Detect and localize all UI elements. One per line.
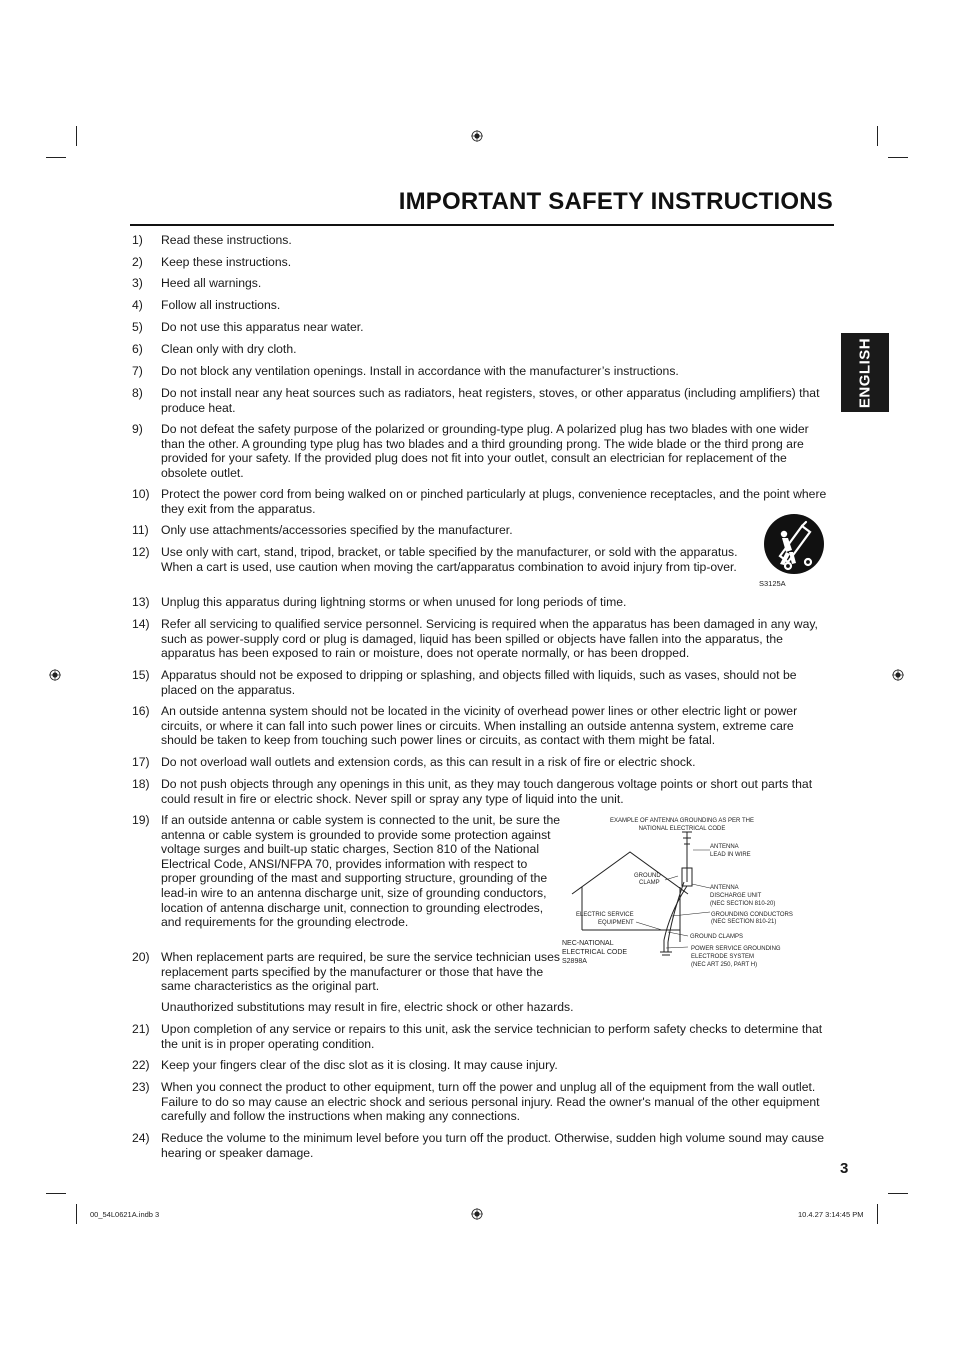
- item-number: 2): [132, 255, 143, 269]
- item-text: Only use attachments/accessories specified by the manufacturer.: [161, 523, 513, 537]
- item-text: Do not push objects through any openings in this unit, as they may touch dangerous voltage points or short out parts that could result in fire or electric shock. Never spill or spray any type of liquid into the unit.: [161, 777, 813, 806]
- item-number: 8): [132, 386, 143, 400]
- crop-mark: [46, 1193, 66, 1194]
- crop-mark: [888, 1193, 908, 1194]
- diagram-label-antenna-lead-2: LEAD IN WIRE: [710, 852, 751, 858]
- item-text: When you connect the product to other equipment, turn off the power and unplug all of the equipment from the wall outlet. Failure to do so may cause an electric shock and serious personal injury. Read the owner's manual of the other equipment carefully and follow the instructions when making any connections.: [161, 1080, 820, 1124]
- crop-mark: [46, 157, 66, 158]
- item-text: Do not block any ventilation openings. Install in accordance with the manufacturer’s instructions.: [161, 364, 679, 378]
- crop-mark: [877, 1204, 878, 1224]
- item-number: 11): [132, 523, 149, 537]
- diagram-label-ground-clamps: GROUND CLAMPS: [690, 934, 744, 940]
- diagram-label-antenna-lead-1: ANTENNA: [710, 844, 739, 850]
- item-text: An outside antenna system should not be located in the vicinity of overhead power lines or other electric light or power circuits, or where it can fall into such power lines or circuits. When installing an outside antenna system, extreme care should be taken to keep from touching such power lines or circuits, as contact with them might be fatal.: [161, 704, 798, 748]
- item-text: Upon completion of any service or repairs to this unit, ask the service technician to perform safety checks to determine that the unit is in proper operating condition.: [161, 1022, 823, 1051]
- item-number: 19): [132, 813, 150, 827]
- page-number: 3: [840, 1160, 849, 1177]
- crop-mark: [76, 1204, 77, 1224]
- language-tab: [841, 333, 889, 412]
- title-rule: [130, 224, 834, 226]
- page-title: IMPORTANT SAFETY INSTRUCTIONS: [398, 188, 833, 215]
- diagram-label-electric-service-1: ELECTRIC SERVICE: [576, 912, 634, 918]
- crop-mark: [877, 126, 878, 146]
- item-text: Clean only with dry cloth.: [161, 342, 297, 356]
- item-text: Do not overload wall outlets and extension cords, as this can result in a risk of fire or electric shock.: [161, 755, 696, 769]
- diagram-label-conductors-2: (NEC SECTION 810-21): [711, 919, 777, 925]
- item-text: Follow all instructions.: [161, 298, 281, 312]
- diagram-label-discharge-3: (NEC SECTION 810-20): [710, 901, 776, 907]
- item-number: 6): [132, 342, 143, 356]
- item-text: Do not use this apparatus near water.: [161, 320, 364, 334]
- diagram-label-nec-1: NEC-NATIONAL: [562, 940, 614, 947]
- item-number: 22): [132, 1058, 150, 1072]
- item-number: 5): [132, 320, 143, 334]
- item-text: Unplug this apparatus during lightning storms or when unused for long periods of time.: [161, 595, 627, 609]
- item-text: Apparatus should not be exposed to dripping or splashing, and objects filled with liquids, such as vases, should not be placed on the apparatus.: [161, 668, 797, 697]
- grounding-diagram: [560, 812, 810, 972]
- crop-mark: [76, 126, 77, 146]
- item-text: Do not install near any heat sources such as radiators, heat registers, stoves, or other apparatus (including amplifiers) that produce heat.: [161, 386, 820, 415]
- cart-warning-icon: [762, 512, 834, 580]
- item-text: Keep these instructions.: [161, 255, 292, 269]
- registration-mark-icon: [471, 130, 483, 142]
- item-number: 7): [132, 364, 143, 378]
- item-number: 18): [132, 777, 150, 791]
- diagram-label-discharge-1: ANTENNA: [710, 885, 739, 891]
- item-text: Refer all servicing to qualified service personnel. Servicing is required when the apparatus has been damaged in any way, such as power-supply cord or plug is damaged, liquid has been spilled or objects have fallen into the apparatus, the apparatus has been exposed to rain or moisture, does not operate normally, or has been dropped.: [161, 617, 818, 661]
- item-number: 16): [132, 704, 150, 718]
- diagram-label-power-1: POWER SERVICE GROUNDING: [691, 946, 781, 952]
- item-text: Unauthorized substitutions may result in fire, electric shock or other hazards.: [161, 1000, 574, 1014]
- item-number: 12): [132, 545, 150, 559]
- footer-file-name: 00_54L0621A.indb 3: [90, 1210, 160, 1219]
- diagram-label-power-2: ELECTRODE SYSTEM: [691, 954, 755, 960]
- diagram-label-ground-clamp-1: GROUND: [634, 873, 661, 879]
- item-number: 24): [132, 1131, 150, 1145]
- diagram-label-ground-clamp-2: CLAMP: [639, 880, 660, 886]
- item-number: 14): [132, 617, 150, 631]
- item-number: 23): [132, 1080, 150, 1094]
- diagram-title-line2: NATIONAL ELECTRICAL CODE: [638, 826, 726, 832]
- item-text: When replacement parts are required, be sure the service technician uses replacement parts specified by the manufacturer or those that have the same characteristics as the original part.: [161, 950, 561, 994]
- diagram-title-line1: EXAMPLE OF ANTENNA GROUNDING AS PER THE: [610, 818, 754, 824]
- registration-mark-icon: [471, 1208, 483, 1220]
- registration-mark-icon: [49, 669, 61, 681]
- item-number: 17): [132, 755, 150, 769]
- language-tab-label: ENGLISH: [856, 337, 874, 408]
- item-number: 13): [132, 595, 150, 609]
- item-text: Do not defeat the safety purpose of the polarized or grounding-type plug. A polarized plug has two blades with one wider than the other. A grounding type plug has two blades and a third grounding prong. The wide blade or the third prong are provided for your safety. If the provided plug does not fit into your outlet, consult an electrician for replacement of the obsolete outlet.: [161, 422, 809, 480]
- diagram-label-discharge-2: DISCHARGE UNIT: [710, 893, 762, 899]
- diagram-label-electric-service-2: EQUIPMENT: [598, 920, 634, 926]
- item-text: Reduce the volume to the minimum level before you turn off the product. Otherwise, sudden high volume sound may cause hearing or speaker damage.: [161, 1131, 825, 1160]
- item-text: If an outside antenna or cable system is connected to the unit, be sure the antenna or cable system is grounded to provide some protection against voltage surges and built-up static charges, Section 810 of the National Electrical Code, ANSI/NFPA 70, provides information with respect to proper grounding of the mast and supporting structure, grounding of the lead-in wire to an antenna discharge unit, size of grounding conductors, location of antenna discharge unit, connection to grounding electrodes, and requirements for the grounding electrode.: [161, 813, 561, 930]
- footer-timestamp: 10.4.27 3:14:45 PM: [798, 1210, 864, 1219]
- diagram-code: S2898A: [562, 958, 587, 965]
- registration-mark-icon: [892, 669, 904, 681]
- item-number: 10): [132, 487, 150, 501]
- item-text: Protect the power cord from being walked on or pinched particularly at plugs, convenience receptacles, and the point where they exit from the apparatus.: [161, 487, 827, 516]
- item-number: 3): [132, 276, 143, 290]
- item-number: 20): [132, 950, 150, 964]
- item-number: 1): [132, 233, 143, 247]
- item-number: 15): [132, 668, 150, 682]
- item-number: 9): [132, 422, 143, 436]
- item-text: Use only with cart, stand, tripod, bracket, or table specified by the manufacturer, or sold with the apparatus. When a cart is used, use caution when moving the cart/apparatus combination to avoid injury from tip-over.: [161, 545, 738, 574]
- item-number: 4): [132, 298, 143, 312]
- item-text: Keep your fingers clear of the disc slot as it is closing. It may cause injury.: [161, 1058, 558, 1072]
- item-number: 21): [132, 1022, 150, 1036]
- cart-warning-code: S3125A: [759, 579, 786, 588]
- item-text: Heed all warnings.: [161, 276, 262, 290]
- diagram-label-conductors-1: GROUNDING CONDUCTORS: [711, 912, 793, 918]
- crop-mark: [888, 157, 908, 158]
- diagram-label-nec-2: ELECTRICAL CODE: [562, 949, 628, 956]
- item-text: Read these instructions.: [161, 233, 292, 247]
- diagram-label-power-3: (NEC ART 250, PART H): [691, 962, 758, 968]
